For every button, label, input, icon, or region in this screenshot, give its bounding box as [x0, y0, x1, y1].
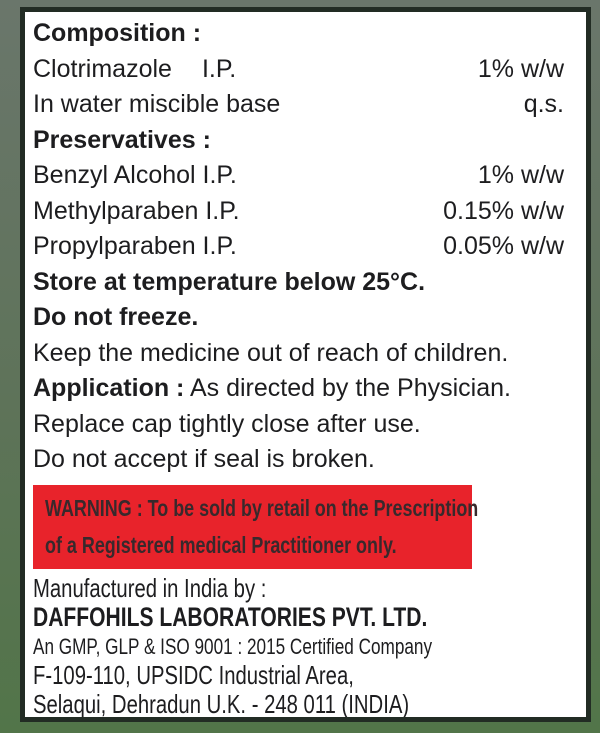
manufactured-by-line: Manufactured in India by : — [33, 572, 267, 603]
warning-line: WARNING : To be sold by retail on the Prescription — [45, 494, 479, 521]
manufacturer-block — [33, 574, 564, 719]
label-content — [25, 12, 586, 719]
manufacturer-name: DAFFOHILS LABORATORIES PVT. LTD. — [33, 601, 428, 632]
preservative-name: Benzyl Alcohol I.P. — [33, 161, 237, 189]
certification-line: An GMP, GLP & ISO 9001 : 2015 Certified Company — [33, 633, 433, 659]
preservative-name: Methylparaben I.P. — [33, 196, 240, 225]
address-line-1: F-109-110, UPSIDC Industrial Area, — [33, 659, 354, 690]
application-label: Application : — [33, 374, 185, 402]
seal-instruction: Do not accept if seal is broken. — [33, 445, 375, 473]
preservative-name: Propylparaben I.P. — [33, 232, 237, 260]
preservative-value: 1% w/w — [477, 161, 564, 189]
ingredient-row — [33, 52, 564, 88]
children-warning: Keep the medicine out of reach of children. — [33, 338, 509, 367]
freeze-instruction: Do not freeze. — [33, 303, 199, 331]
preservative-row — [33, 229, 564, 265]
storage-instruction: Store at temperature below 25°C. — [33, 267, 426, 296]
preservative-row — [33, 158, 564, 194]
prescription-warning-box — [33, 485, 479, 569]
preservatives-heading: Preservatives : — [33, 125, 211, 154]
composition-heading: Composition : — [33, 19, 202, 47]
ingredient-name: Clotrimazole I.P. — [33, 54, 237, 83]
preservative-value: 0.15% w/w — [443, 196, 564, 225]
ingredient-row — [33, 87, 564, 123]
ingredient-name: In water miscible base — [33, 90, 281, 118]
product-label — [20, 7, 591, 722]
application-text: As directed by the Physician. — [184, 374, 511, 402]
ingredient-value: q.s. — [523, 90, 564, 118]
address-line-2: Selaqui, Dehradun U.K. - 248 011 (INDIA) — [33, 688, 410, 719]
ingredient-value: 1% w/w — [477, 54, 564, 83]
application-line — [33, 371, 564, 407]
preservative-row — [33, 194, 564, 230]
ingredient-grade: I.P. — [201, 54, 237, 83]
warning-line: of a Registered medical Practitioner only. — [45, 531, 397, 558]
cap-instruction: Replace cap tightly close after use. — [33, 409, 421, 438]
preservative-value: 0.05% w/w — [443, 232, 564, 260]
